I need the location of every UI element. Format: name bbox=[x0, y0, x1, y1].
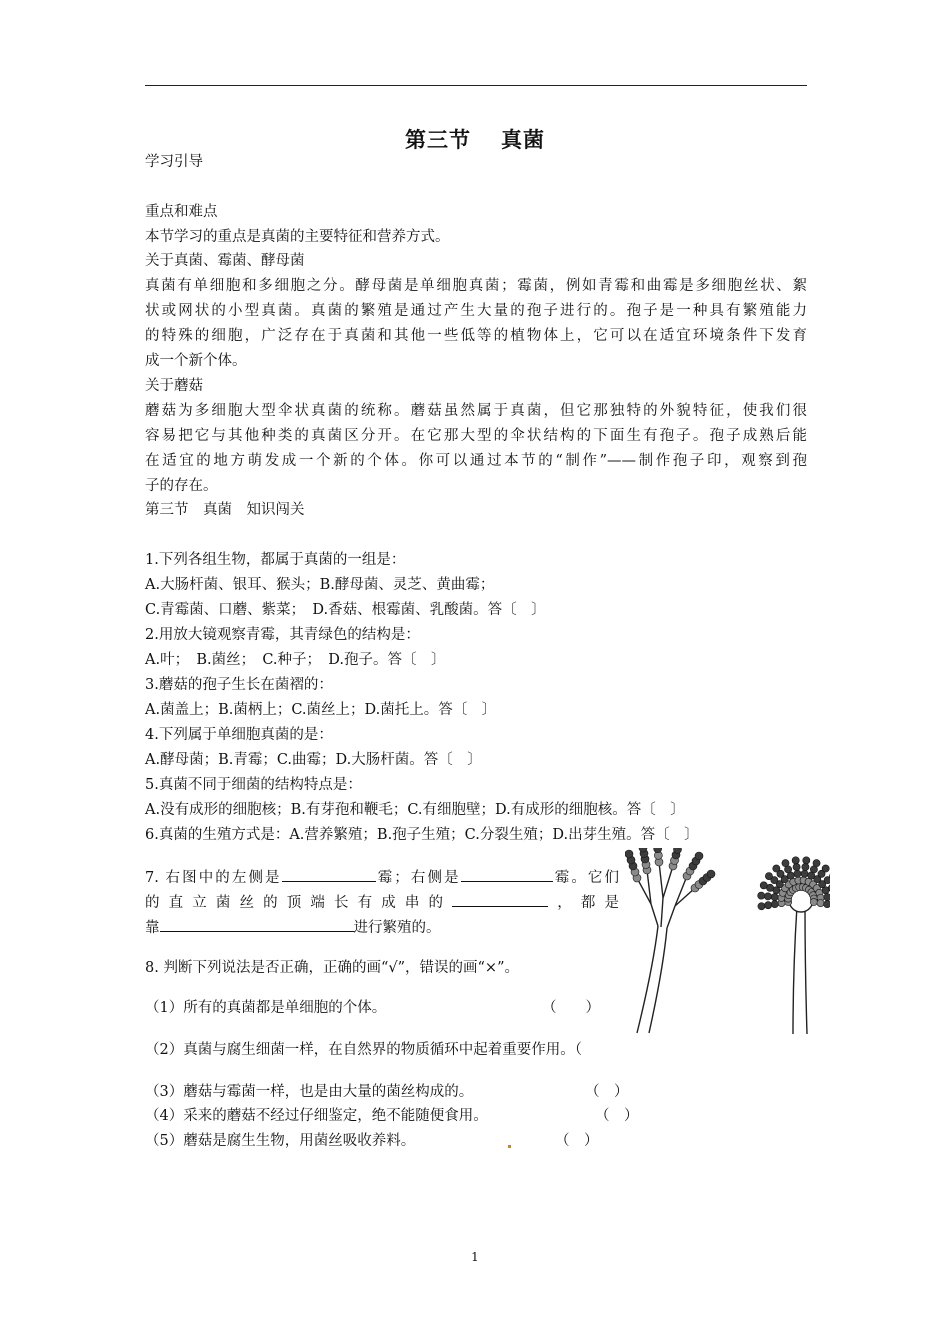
q8-item-5: （5）蘑菇是腐生生物，用菌丝吸收养料。 （ ） bbox=[145, 1133, 599, 1149]
key-points-heading: 重点和难点 bbox=[145, 204, 218, 220]
spore bbox=[801, 870, 808, 877]
title-topic: 真菌 bbox=[501, 127, 545, 152]
title-section: 第三节 bbox=[405, 127, 471, 152]
q8-answer-4[interactable]: （ ） bbox=[595, 1108, 639, 1124]
q1-options-1: A.大肠杆菌、银耳、猴头；B.酵母菌、灵芝、黄曲霉； bbox=[145, 577, 495, 593]
spore bbox=[695, 852, 703, 860]
q8-item-2: （2）真菌与腐生细菌一样，在自然界的物质循环中起着重要作用。（ bbox=[145, 1042, 582, 1058]
q7-blank-reproduction[interactable] bbox=[160, 919, 354, 932]
q8-stem: 8. 判断下列说法是否正确，正确的画“√”，错误的画“×”。 bbox=[145, 960, 519, 976]
spore bbox=[771, 894, 778, 901]
spore bbox=[771, 901, 778, 908]
para1-line4: 成一个新个体。 bbox=[145, 353, 247, 369]
q1-stem: 1.下列各组生物，都属于真菌的一组是： bbox=[145, 552, 406, 568]
para2-line1: 蘑菇为多细胞大型伞状真菌的统称。蘑菇虽然属于真菌，但它那独特的外貌特征，使我们很 bbox=[145, 403, 807, 419]
para2-line3: 在适宜的地方萌发成一个新的个体。你可以通过本节的“制作”——制作孢子印，观察到孢 bbox=[145, 453, 807, 469]
spore bbox=[707, 870, 715, 878]
subheading-mushroom: 关于蘑菇 bbox=[145, 378, 203, 394]
q4-options: A.酵母菌；B.青霉；C.曲霉；D.大肠杆菌。答〔 〕 bbox=[145, 752, 482, 768]
header-rule bbox=[145, 85, 807, 86]
spore bbox=[765, 872, 772, 879]
para1-line1: 真菌有单细胞和多细胞之分。酵母菌是单细胞真菌；霉菌，例如青霉和曲霉是多细胞丝状、絮 bbox=[145, 278, 807, 294]
q8-item-3: （3）蘑菇与霉菌一样，也是由大量的菌丝构成的。 （ ） bbox=[145, 1084, 629, 1100]
q8-item-1: （1）所有的真菌都是单细胞的个体。 （ ） bbox=[145, 1000, 600, 1016]
spore bbox=[824, 877, 830, 884]
para2-line4: 子的存在。 bbox=[145, 478, 218, 494]
penicillium-spore-chains bbox=[625, 848, 715, 892]
q5-stem: 5.真菌不同于细菌的结构特点是： bbox=[145, 777, 362, 793]
q7-line3: 靠 进行繁殖的。 bbox=[145, 920, 441, 936]
aspergillus-drawing bbox=[789, 888, 813, 1034]
q5-options: A.没有成形的细胞核；B.有芽孢和鞭毛；C.有细胞壁；D.有成形的细胞核。答〔 〕 bbox=[145, 802, 685, 818]
q7-blank-left[interactable] bbox=[282, 869, 376, 882]
q3-options: A.菌盖上；B.菌柄上；C.菌丝上；D.菌托上。答〔 〕 bbox=[145, 702, 497, 718]
para1-line3: 的特殊的细胞，广泛存在于真菌和其他一些低等的植物体上，它可以在适宜环境条件下发育 bbox=[145, 328, 807, 344]
subheading-fungi: 关于真菌、霉菌、酵母菌 bbox=[145, 253, 305, 269]
q8-answer-3[interactable]: （ ） bbox=[585, 1084, 629, 1100]
q2-stem: 2.用放大镜观察青霉，其青绿色的结构是： bbox=[145, 627, 420, 643]
q8-answer-1[interactable]: （ ） bbox=[542, 1000, 600, 1016]
quiz-heading: 第三节 真菌 知识闯关 bbox=[145, 502, 305, 518]
q8-answer-5[interactable]: （ ） bbox=[555, 1133, 599, 1149]
spore bbox=[782, 860, 789, 867]
q7-line1: 7. 右图中的左侧是 霉；右侧是 霉。它们 bbox=[145, 870, 619, 886]
spore bbox=[813, 860, 820, 867]
spore bbox=[760, 882, 767, 889]
guide-label: 学习引导 bbox=[145, 154, 203, 170]
q7-line2: 的直立菌丝的顶端长有成串的 ，都是 bbox=[145, 895, 619, 911]
q7-blank-right[interactable] bbox=[461, 869, 553, 882]
spore bbox=[793, 863, 800, 870]
spore bbox=[758, 903, 765, 910]
q1-options-2: C.青霉菌、口蘑、紫菜； D.香菇、根霉菌、乳酸菌。答〔 〕 bbox=[145, 602, 546, 618]
q4-stem: 4.下列属于单细胞真菌的是： bbox=[145, 727, 333, 743]
page-number: 1 bbox=[471, 1250, 479, 1264]
spore bbox=[824, 901, 830, 908]
para2-line2: 容易把它与其他种类的真菌区分开。在它那大型的伞状结构的下面生有孢子。孢子成熟后能 bbox=[145, 428, 807, 444]
spore bbox=[773, 865, 780, 872]
spore bbox=[792, 857, 799, 864]
spore bbox=[625, 850, 633, 858]
page-title bbox=[0, 124, 950, 154]
q8-item-4: （4）采来的蘑菇不经过仔细鉴定，绝不能随便食用。 （ ） bbox=[145, 1108, 639, 1124]
para1-line2: 状或网状的小型真菌。真菌的繁殖是通过产生大量的孢子进行的。孢子是一种具有繁殖能力 bbox=[145, 303, 807, 319]
mold-illustration bbox=[625, 848, 830, 1036]
spore bbox=[765, 902, 772, 909]
spore bbox=[824, 894, 830, 901]
spore bbox=[822, 865, 829, 872]
key-points-text: 本节学习的重点是真菌的主要特征和营养方式。 bbox=[145, 229, 450, 245]
spore bbox=[810, 898, 817, 905]
penicillium-drawing bbox=[637, 862, 695, 1033]
spore bbox=[674, 848, 682, 854]
spore bbox=[764, 893, 771, 900]
spore bbox=[758, 892, 765, 899]
q7-blank-spores[interactable] bbox=[452, 894, 548, 907]
q2-options: A.叶； B.菌丝； C.种子； D.孢子。答〔 〕 bbox=[145, 652, 446, 668]
spore bbox=[794, 870, 801, 877]
decorative-dot bbox=[508, 1145, 511, 1148]
spore bbox=[803, 857, 810, 864]
q6-text: 6.真菌的生殖方式是：A.营养繁殖；B.孢子生殖；C.分裂生殖；D.出芽生殖。答〔 〕 bbox=[145, 827, 699, 843]
q3-stem: 3.蘑菇的孢子生长在菌褶的： bbox=[145, 677, 333, 693]
spore bbox=[802, 863, 809, 870]
spore bbox=[817, 899, 824, 906]
